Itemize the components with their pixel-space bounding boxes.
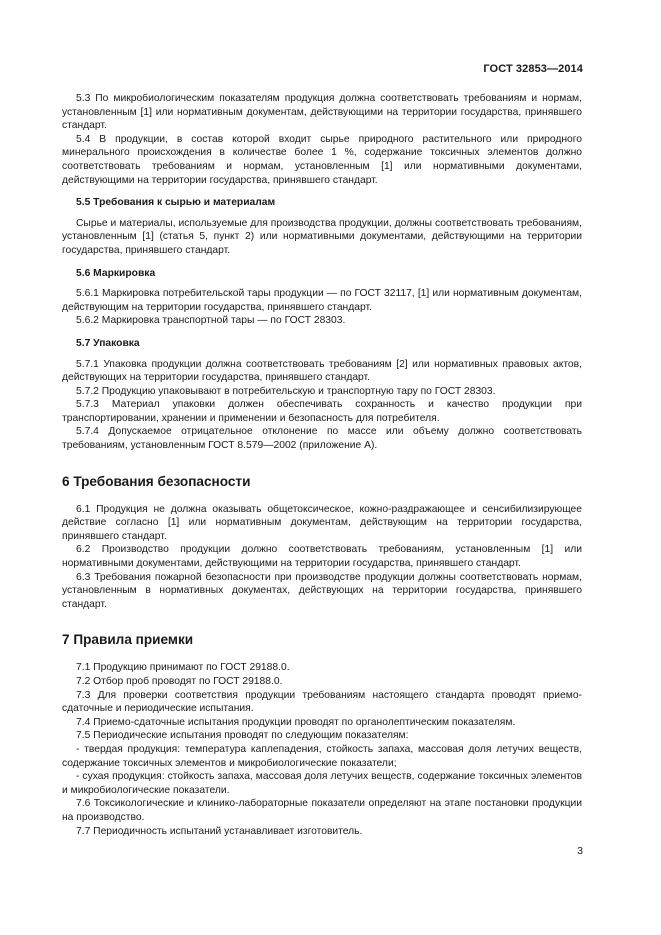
clause-7-2: 7.2 Отбор проб проводят по ГОСТ 29188.0.	[76, 676, 283, 687]
clause-6-1: 6.1 Продукция не должна оказывать общетоксическое, кожно-раздражающее и сенсибилизирующее действие согласно [1] или нормативным документам, действующим на территории государства, принявшего стандарт.	[62, 503, 582, 542]
clause-5-6-1: 5.6.1 Маркировка потребительской тары продукции — по ГОСТ 32117, [1] или нормативным документам, действующим на территории государства, принявшего стандарт.	[62, 288, 582, 313]
clause-5-6-2: 5.6.2 Маркировка транспортной тары — по ГОСТ 28303.	[76, 315, 346, 327]
clause-7-5: 7.5 Периодические испытания проводят по следующим показателям:	[76, 730, 409, 742]
clause-5-7-4: 5.7.4 Допускаемое отрицательное отклонение по массе или объему должно соответствовать требованиям, установленным ГОСТ 8.579—2002 (приложение А).	[62, 426, 582, 452]
clause-5-4: 5.4 В продукции, в состав которой входит сырье природного растительного или природного минерального происхождения в количестве более 1 %, содержание токсичных элементов должно соответствовать требованиям и нормам, установленным [1] или нормативными документами, действующими на территории государства, принявшего стандарт.	[62, 133, 582, 186]
document-id-header: ГОСТ 32853—2014	[483, 63, 583, 75]
subsection-5-6-title: 5.6 Маркировка	[76, 267, 156, 279]
clause-5-7-3: 5.7.3 Материал упаковки должен обеспечивать сохранность и качество продукции при транспортировании, хранении и применении и безопасность для потребителя.	[62, 399, 582, 424]
clause-7-4: 7.4 Приемо-сдаточные испытания продукции проводят по органолептическим показателям.	[76, 716, 516, 728]
subsection-5-5-title: 5.5 Требования к сырью и материалам	[76, 197, 276, 209]
clause-7-5-dry: - сухая продукция: стойкость запаха, массовая доля летучих веществ, содержание токсичных элементов и микробиологические показатели.	[62, 771, 582, 796]
section-6-title: 6 Требования безопасности	[62, 473, 251, 489]
clause-7-7: 7.7 Периодичность испытаний устанавливает изготовитель.	[76, 825, 363, 837]
clause-5-5: Сырье и материалы, используемые для производства продукции, должны соответствовать требованиям, установленным [1] (статья 5, пункт 2) или нормативными документами, действующими на территории государства, принявшего стандарт.	[62, 217, 582, 256]
clause-5-7-2: 5.7.2 Продукцию упаковывают в потребительскую и транспортную тару по ГОСТ 28303.	[76, 385, 496, 397]
clause-6-3: 6.3 Требования пожарной безопасности при производстве продукции должны соответствовать нормам, установленным в нормативных документах, действующих на территории государства, принявшего стандарт.	[62, 571, 582, 610]
section-7-title: 7 Правила приемки	[62, 632, 194, 648]
clause-7-5-solid: - твердая продукция: температура каплепадения, стойкость запаха, массовая доля летучих веществ, содержание токсичных элементов и микробиологические показатели;	[62, 743, 582, 769]
clause-5-3: 5.3 По микробиологическим показателям продукция должна соответствовать требованиям и нормам, установленным [1] или нормативным документам, действующими на территории государства, принявшего стандарт.	[62, 93, 582, 132]
clause-5-7-1: 5.7.1 Упаковка продукции должна соответствовать требованиям [2] или нормативных правовых актов, действующих на территории государства, принявшего стандарт.	[62, 358, 582, 384]
clause-7-1: 7.1 Продукцию принимают по ГОСТ 29188.0.	[76, 662, 290, 674]
subsection-5-7-title: 5.7 Упаковка	[76, 337, 140, 349]
page-number: 3	[577, 845, 583, 857]
clause-7-6: 7.6 Токсикологические и клинико-лабораторные показатели определяют на этапе постановки продукции на производство.	[62, 798, 582, 823]
clause-6-2: 6.2 Производство продукции должно соответствовать требованиям, установленным [1] или нормативными документами, действующими на территории государства, принявшего стандарт.	[62, 544, 582, 570]
clause-7-3: 7.3 Для проверки соответствия продукции требованиям настоящего стандарта проводят приемо-сдаточные и периодические испытания.	[62, 689, 582, 715]
page-content	[62, 92, 582, 838]
